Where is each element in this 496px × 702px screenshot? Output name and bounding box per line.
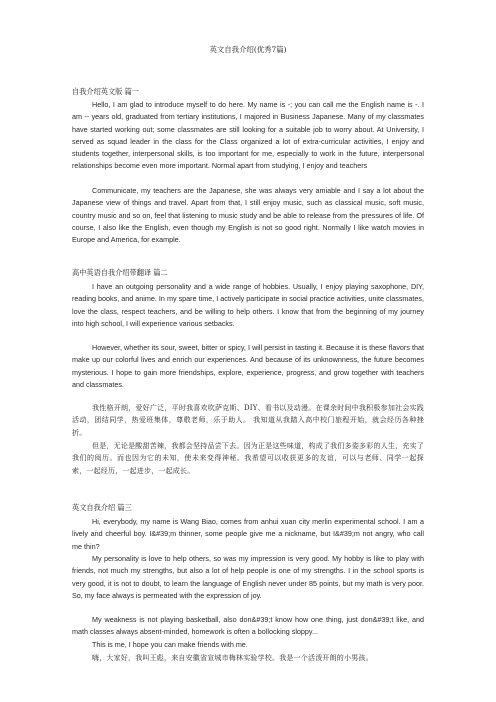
- section-3-paragraph-5: 嗨，大家好，我叫王彪，来自安徽省宣城市梅林实验学校。我是一个活泼开朗的小男孩。: [92, 654, 373, 662]
- section-2-heading: 高中英语自我介绍带翻译 篇二: [72, 268, 168, 277]
- section-1-paragraph-1: Hello, I am glad to introduce myself to do here. My name is -; you can call me the English name is -. I am -- years old, graduated from tertiary institutions, I majored in Business Japanese. Many of my classmates have started working out; some classmates are still looking for a suitable job to worry about. At University, I served as squad leader in the class for the Class organized a lot of extra-curricular activities, I enjoy and students together, interpersonal skills, is too important for me, especially to work in the future, interpersonal relationships become even more important. Normal apart from studying, I enjoy and teachers: [72, 100, 424, 171]
- section-3-paragraph-3: My weakness is not playing basketball, also don&#39;t know how one thing, just don&#39;t like, and math classes always absent-minded, homework is often a bollocking sloppy...: [72, 615, 424, 637]
- document-title: 英文自我介绍(优秀7篇): [209, 45, 287, 54]
- section-1-heading: 自我介绍英文版 篇一: [72, 87, 139, 96]
- section-3-paragraph-4: This is me, I hope you can make friends with me.: [92, 640, 248, 649]
- section-3-paragraph-1: Hi, everybody, my name is Wang Biao, comes from anhui xuan city merlin experimental school. I am a lively and cheerful boy. I&#39;m thinner, some people give me a nickname, but I&#39;m not angry, who call me thin?: [72, 517, 424, 551]
- section-2-paragraph-4: 但是，无论是酸甜苦辣，我都会坚持品尝下去。因为正是这些味道，构成了我们多姿多彩的人生，充实了我们的阅历。而也因为它的未知，使未来变得神秘。我希望可以收获更多的友谊，可以与老师、同学一起探索，一起经历，一起进步，一起成长。: [72, 442, 424, 475]
- section-3-paragraph-2: My personality is love to help others, so was my impression is very good. My hobby is like to play with friends, not much my strengths, but also a lot of help people is one of my strengths. I in the school sports is very good, it is not to doubt, to learn the language of English never under 85 points, but my math is very poor. So, my face always is permeated with the expression of joy.: [72, 554, 424, 600]
- section-2-paragraph-2: However, whether its sour, sweet, bitter or spicy, I will persist in tasting it. Because it is these flavors that make up our colorful lives and enrich our experiences. And because of its unknownness, the future becomes mysterious. I hope to gain more friendships, explore, experience, progress, and grow together with teachers and classmates.: [72, 343, 424, 389]
- section-2-paragraph-1: I have an outgoing personality and a wide range of hobbies. Usually, I enjoy playing saxophone, DIY, reading books, and anime. In my spare time, I actively participate in social practice activities, unite classmates, love the class, respect teachers, and be willing to help others. I know that from the beginning of my journey into high school, I will experience various setbacks.: [72, 282, 424, 328]
- section-3-heading: 英文自我介绍 篇三: [72, 503, 132, 512]
- section-2-paragraph-3: 我性格开朗，爱好广泛，平时我喜欢吹萨克斯、DIY、看书以及动漫。在课余时间中我积极参加社会实践活动，团结同学，热爱班集体，尊敬老师，乐于助人。 我知道从我踏入高中校门旅程开始，就会经历各种挫折。: [72, 404, 424, 437]
- section-1-paragraph-2: Communicate, my teachers are the Japanese, she was always very amiable and I say a lot about the Japanese view of things and travel. Apart from that, I still enjoy music, such as classical music, soft music, country music and so on, feel that listening to music study and be able to release from the pressures of life. Of course, I also like the English, even though my English is not so good right. Normally I like watch movies in Europe and America, for example.: [72, 186, 424, 245]
